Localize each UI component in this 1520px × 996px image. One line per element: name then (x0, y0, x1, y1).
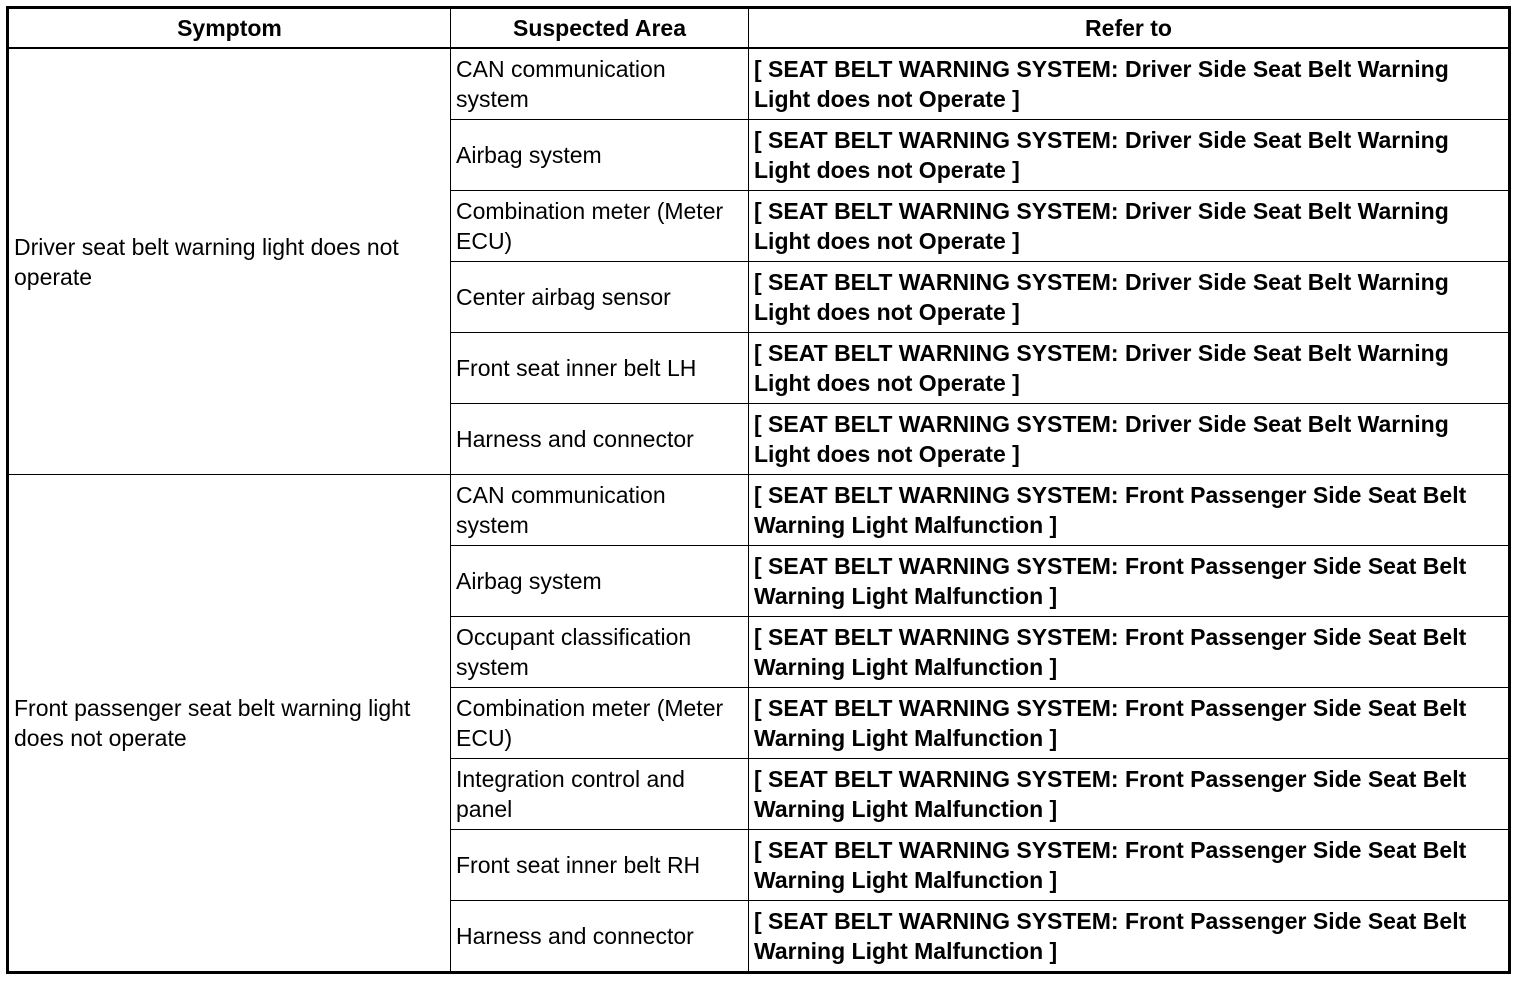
refer-to-link[interactable]: [ SEAT BELT WARNING SYSTEM: Front Passenger Side Seat Belt Warning Light Malfunction ] (749, 830, 1510, 901)
problem-symptoms-table (6, 6, 1511, 974)
refer-to-link[interactable]: [ SEAT BELT WARNING SYSTEM: Driver Side Seat Belt Warning Light does not Operate ] (749, 191, 1510, 262)
refer-to-link[interactable]: [ SEAT BELT WARNING SYSTEM: Driver Side Seat Belt Warning Light does not Operate ] (749, 262, 1510, 333)
suspected-area-cell: Combination meter (Meter ECU) (451, 688, 749, 759)
suspected-area-cell: Combination meter (Meter ECU) (451, 191, 749, 262)
header-refer-to: Refer to (749, 8, 1510, 49)
header-suspected-area: Suspected Area (451, 8, 749, 49)
table-header-row (8, 8, 1510, 49)
suspected-area-cell: Occupant classification system (451, 617, 749, 688)
suspected-area-cell: Airbag system (451, 120, 749, 191)
suspected-area-cell: Integration control and panel (451, 759, 749, 830)
table-row (8, 475, 1510, 546)
refer-to-link[interactable]: [ SEAT BELT WARNING SYSTEM: Front Passenger Side Seat Belt Warning Light Malfunction ] (749, 688, 1510, 759)
refer-to-link[interactable]: [ SEAT BELT WARNING SYSTEM: Front Passenger Side Seat Belt Warning Light Malfunction ] (749, 759, 1510, 830)
refer-to-link[interactable]: [ SEAT BELT WARNING SYSTEM: Driver Side Seat Belt Warning Light does not Operate ] (749, 48, 1510, 120)
suspected-area-cell: CAN communication system (451, 475, 749, 546)
symptom-cell-front-passenger: Front passenger seat belt warning light does not operate (8, 475, 451, 973)
refer-to-link[interactable]: [ SEAT BELT WARNING SYSTEM: Front Passenger Side Seat Belt Warning Light Malfunction ] (749, 475, 1510, 546)
diagnosis-table-page (6, 6, 1508, 990)
suspected-area-cell: Airbag system (451, 546, 749, 617)
refer-to-link[interactable]: [ SEAT BELT WARNING SYSTEM: Driver Side Seat Belt Warning Light does not Operate ] (749, 404, 1510, 475)
suspected-area-cell: Front seat inner belt RH (451, 830, 749, 901)
refer-to-link[interactable]: [ SEAT BELT WARNING SYSTEM: Driver Side Seat Belt Warning Light does not Operate ] (749, 120, 1510, 191)
refer-to-link[interactable]: [ SEAT BELT WARNING SYSTEM: Front Passenger Side Seat Belt Warning Light Malfunction ] (749, 546, 1510, 617)
refer-to-link[interactable]: [ SEAT BELT WARNING SYSTEM: Front Passenger Side Seat Belt Warning Light Malfunction ] (749, 901, 1510, 973)
header-symptom: Symptom (8, 8, 451, 49)
suspected-area-cell: Harness and connector (451, 901, 749, 973)
refer-to-link[interactable]: [ SEAT BELT WARNING SYSTEM: Driver Side Seat Belt Warning Light does not Operate ] (749, 333, 1510, 404)
suspected-area-cell: Harness and connector (451, 404, 749, 475)
symptom-cell-driver: Driver seat belt warning light does not operate (8, 48, 451, 475)
suspected-area-cell: CAN communication system (451, 48, 749, 120)
table-row (8, 48, 1510, 120)
suspected-area-cell: Center airbag sensor (451, 262, 749, 333)
suspected-area-cell: Front seat inner belt LH (451, 333, 749, 404)
refer-to-link[interactable]: [ SEAT BELT WARNING SYSTEM: Front Passenger Side Seat Belt Warning Light Malfunction ] (749, 617, 1510, 688)
